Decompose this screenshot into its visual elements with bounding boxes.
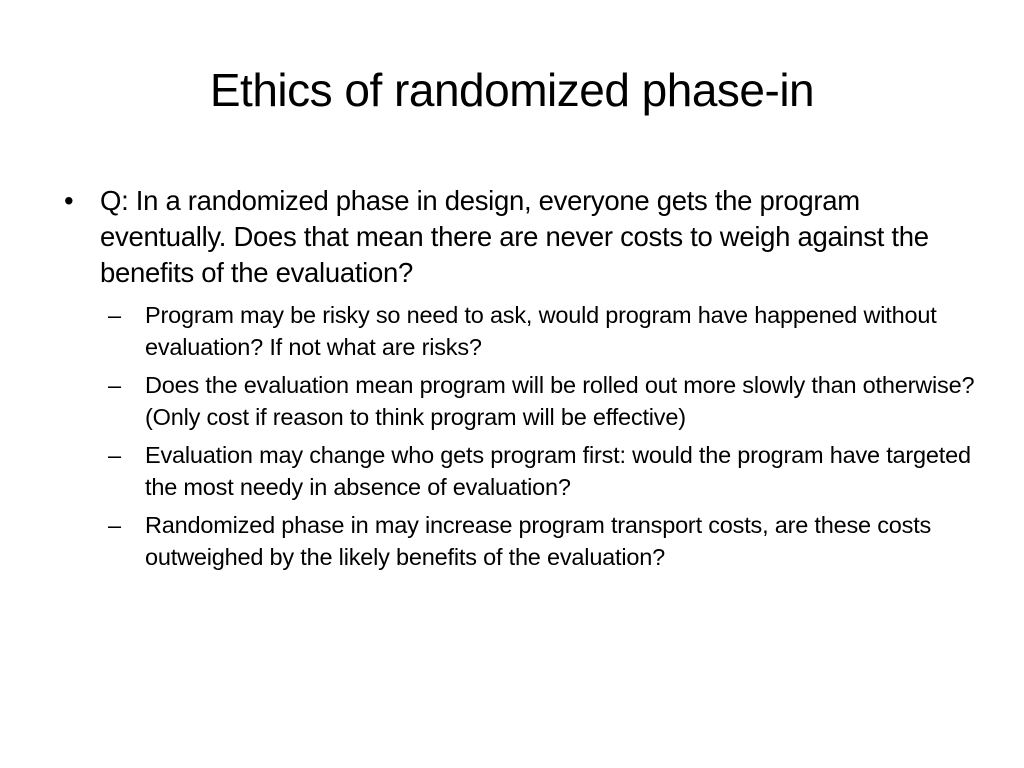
dash-marker: –	[108, 442, 121, 468]
sub-bullet-text: Randomized phase in may increase program transport costs, are these costs outweighed by the likely benefits of the evaluation?	[145, 512, 932, 570]
sub-bullet-text: Evaluation may change who gets program first: would the program have targeted the most needy in absence of evaluation?	[145, 442, 971, 500]
bullet-marker: •	[64, 185, 74, 216]
dash-marker: –	[108, 372, 121, 398]
sub-bullet-text: Does the evaluation mean program will be rolled out more slowly than otherwise? (Only cost if reason to think program will be effective)	[145, 372, 975, 430]
slide-body	[62, 183, 992, 579]
dash-marker: –	[108, 302, 121, 328]
sub-bullet-item	[108, 299, 992, 363]
dash-marker: –	[108, 512, 121, 538]
slide-title: Ethics of randomized phase-in	[209, 64, 815, 116]
sub-bullet-text: Program may be risky so need to ask, would program have happened without evaluation? If not what are risks?	[145, 302, 937, 360]
sub-bullet-item	[108, 439, 992, 503]
sub-bullet-item	[108, 369, 992, 433]
sub-bullet-item	[108, 509, 992, 573]
sub-bullet-list	[62, 299, 992, 573]
bullet-text: Q: In a randomized phase in design, everyone gets the program eventually. Does that mean there are never costs to weigh against the benefits of the evaluation?	[100, 185, 929, 288]
bullet-item	[62, 183, 992, 291]
